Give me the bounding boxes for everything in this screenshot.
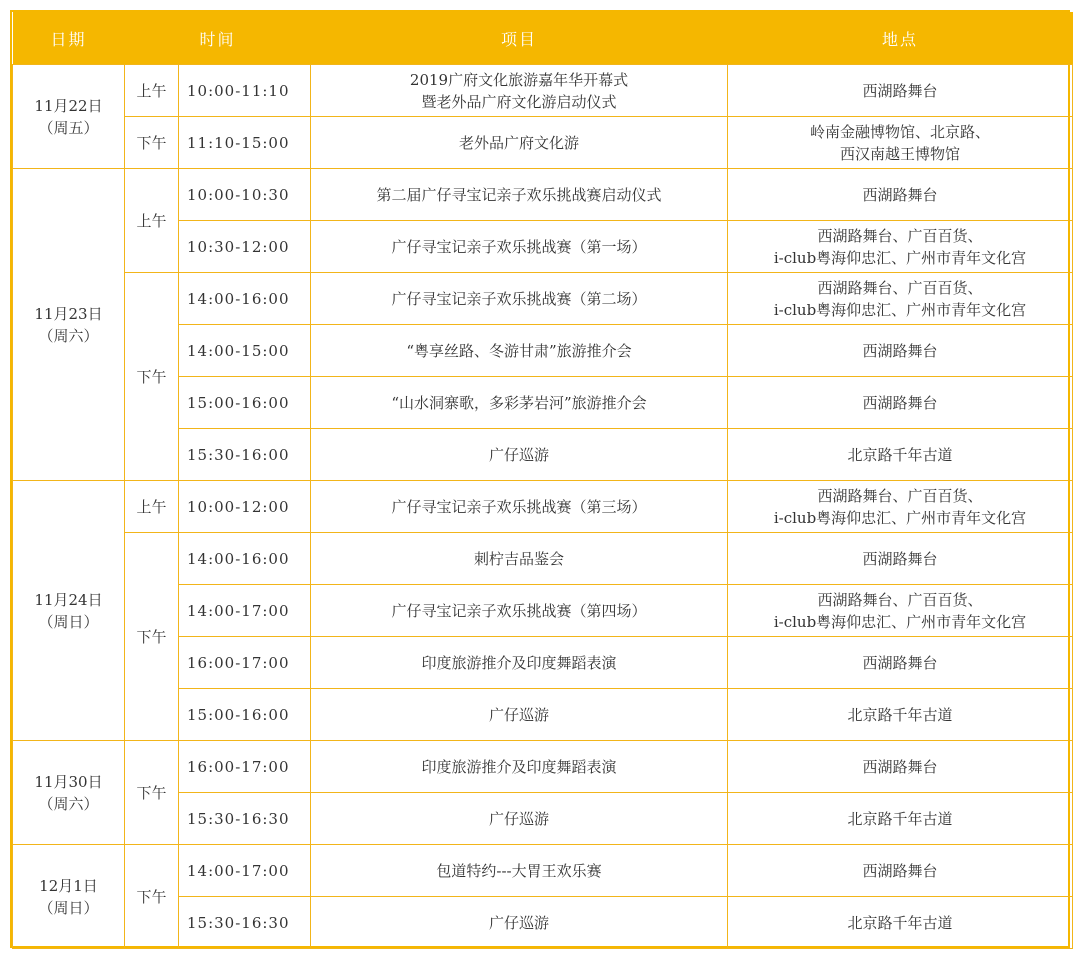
place-line: 西汉南越王博物馆	[840, 144, 961, 163]
date-text: 11月23日	[34, 304, 103, 323]
table-row	[13, 273, 1073, 325]
place-line: 北京路千年古道	[847, 913, 953, 932]
place-line: i-club粤海仰忠汇、广州市青年文化宫	[773, 248, 1027, 267]
item-line: “山水洞寨歌，多彩茅岩河”旅游推介会	[391, 393, 647, 412]
period-cell: 下午	[125, 533, 179, 741]
schedule-table	[12, 12, 1073, 949]
period-cell: 上午	[125, 169, 179, 273]
place-cell	[728, 637, 1073, 689]
item-line: 广仔巡游	[489, 705, 550, 724]
table-row	[13, 741, 1073, 793]
place-line: 西湖路舞台	[862, 861, 938, 880]
place-cell	[728, 689, 1073, 741]
place-line: 西湖路舞台	[862, 341, 938, 360]
period-cell: 下午	[125, 273, 179, 481]
item-line: 2019广府文化旅游嘉年华开幕式	[409, 70, 629, 89]
item-line: 广仔寻宝记亲子欢乐挑战赛（第二场）	[391, 289, 647, 308]
place-cell	[728, 117, 1073, 169]
weekday-text: （周日）	[38, 612, 99, 631]
table-row	[13, 65, 1073, 117]
place-line: 西湖路舞台、广百百货、	[817, 590, 983, 609]
item-line: 广仔寻宝记亲子欢乐挑战赛（第四场）	[391, 601, 647, 620]
weekday-text: （周五）	[38, 118, 99, 137]
header-date: 日期	[13, 12, 125, 65]
item-cell	[311, 897, 728, 949]
time-cell: 10:00-10:30	[179, 169, 311, 221]
item-line: “粤享丝路、冬游甘肃”旅游推介会	[406, 341, 632, 360]
place-line: 西湖路舞台	[862, 757, 938, 776]
place-line: 西湖路舞台、广百百货、	[817, 486, 983, 505]
item-line: 包道特约---大胃王欢乐赛	[436, 861, 602, 880]
item-line: 老外品广府文化游	[459, 133, 580, 152]
place-line: 西湖路舞台	[862, 185, 938, 204]
item-line: 广仔寻宝记亲子欢乐挑战赛（第三场）	[391, 497, 647, 516]
date-text: 11月30日	[34, 772, 103, 791]
item-line: 印度旅游推介及印度舞蹈表演	[421, 757, 617, 776]
time-cell: 11:10-15:00	[179, 117, 311, 169]
place-line: 北京路千年古道	[847, 705, 953, 724]
place-cell	[728, 741, 1073, 793]
period-cell: 上午	[125, 481, 179, 533]
item-cell	[311, 741, 728, 793]
time-cell: 14:00-17:00	[179, 845, 311, 897]
date-text: 11月24日	[34, 590, 103, 609]
item-cell	[311, 377, 728, 429]
time-cell: 10:00-11:10	[179, 65, 311, 117]
place-cell	[728, 845, 1073, 897]
item-line: 广仔巡游	[489, 445, 550, 464]
date-cell	[13, 741, 125, 845]
time-cell: 14:00-16:00	[179, 533, 311, 585]
time-cell: 14:00-15:00	[179, 325, 311, 377]
item-cell	[311, 117, 728, 169]
place-line: 西湖路舞台	[862, 81, 938, 100]
table-row	[13, 481, 1073, 533]
schedule-body	[13, 65, 1073, 949]
time-cell: 15:00-16:00	[179, 689, 311, 741]
place-line: i-club粤海仰忠汇、广州市青年文化宫	[773, 300, 1027, 319]
place-line: 西湖路舞台	[862, 549, 938, 568]
item-cell	[311, 429, 728, 481]
table-row	[13, 169, 1073, 221]
place-cell	[728, 429, 1073, 481]
period-cell: 下午	[125, 845, 179, 949]
schedule-table-wrapper	[10, 10, 1070, 948]
item-line: 第二届广仔寻宝记亲子欢乐挑战赛启动仪式	[376, 185, 662, 204]
header-place: 地点	[728, 12, 1073, 65]
time-cell: 15:30-16:30	[179, 793, 311, 845]
item-cell	[311, 585, 728, 637]
place-cell	[728, 897, 1073, 949]
item-cell	[311, 793, 728, 845]
place-cell	[728, 273, 1073, 325]
table-row	[13, 533, 1073, 585]
place-line: i-club粤海仰忠汇、广州市青年文化宫	[773, 612, 1027, 631]
time-cell: 16:00-17:00	[179, 741, 311, 793]
item-cell	[311, 533, 728, 585]
item-line: 广仔寻宝记亲子欢乐挑战赛（第一场）	[391, 237, 647, 256]
item-cell	[311, 637, 728, 689]
table-row	[13, 845, 1073, 897]
time-cell: 10:00-12:00	[179, 481, 311, 533]
item-cell	[311, 325, 728, 377]
time-cell: 15:00-16:00	[179, 377, 311, 429]
item-cell	[311, 65, 728, 117]
place-line: 西湖路舞台、广百百货、	[817, 278, 983, 297]
date-cell	[13, 65, 125, 169]
place-cell	[728, 169, 1073, 221]
weekday-text: （周日）	[38, 898, 99, 917]
header-row	[13, 12, 1073, 65]
header-time: 时间	[125, 12, 311, 65]
place-cell	[728, 221, 1073, 273]
date-text: 11月22日	[34, 96, 103, 115]
item-cell	[311, 221, 728, 273]
period-cell: 上午	[125, 65, 179, 117]
date-cell	[13, 481, 125, 741]
place-cell	[728, 325, 1073, 377]
place-line: 北京路千年古道	[847, 809, 953, 828]
time-cell: 15:30-16:30	[179, 897, 311, 949]
item-cell	[311, 689, 728, 741]
date-cell	[13, 169, 125, 481]
time-cell: 14:00-17:00	[179, 585, 311, 637]
item-cell	[311, 481, 728, 533]
place-line: 西湖路舞台	[862, 393, 938, 412]
time-cell: 10:30-12:00	[179, 221, 311, 273]
place-line: 岭南金融博物馆、北京路、	[810, 122, 991, 141]
item-line: 广仔巡游	[489, 913, 550, 932]
place-cell	[728, 533, 1073, 585]
period-cell: 下午	[125, 117, 179, 169]
header-item: 项目	[311, 12, 728, 65]
place-line: 北京路千年古道	[847, 445, 953, 464]
date-text: 12月1日	[39, 876, 98, 895]
place-line: 西湖路舞台、广百百货、	[817, 226, 983, 245]
place-cell	[728, 481, 1073, 533]
item-line: 广仔巡游	[489, 809, 550, 828]
weekday-text: （周六）	[38, 794, 99, 813]
place-cell	[728, 585, 1073, 637]
time-cell: 15:30-16:00	[179, 429, 311, 481]
place-line: i-club粤海仰忠汇、广州市青年文化宫	[773, 508, 1027, 527]
item-cell	[311, 169, 728, 221]
item-line: 印度旅游推介及印度舞蹈表演	[421, 653, 617, 672]
time-cell: 14:00-16:00	[179, 273, 311, 325]
weekday-text: （周六）	[38, 326, 99, 345]
place-cell	[728, 377, 1073, 429]
item-cell	[311, 273, 728, 325]
item-cell	[311, 845, 728, 897]
date-cell	[13, 845, 125, 949]
place-cell	[728, 793, 1073, 845]
place-cell	[728, 65, 1073, 117]
place-line: 西湖路舞台	[862, 653, 938, 672]
item-line: 刺柠吉品鉴会	[474, 549, 565, 568]
time-cell: 16:00-17:00	[179, 637, 311, 689]
item-line: 暨老外品广府文化游启动仪式	[421, 92, 617, 111]
table-row	[13, 117, 1073, 169]
period-cell: 下午	[125, 741, 179, 845]
